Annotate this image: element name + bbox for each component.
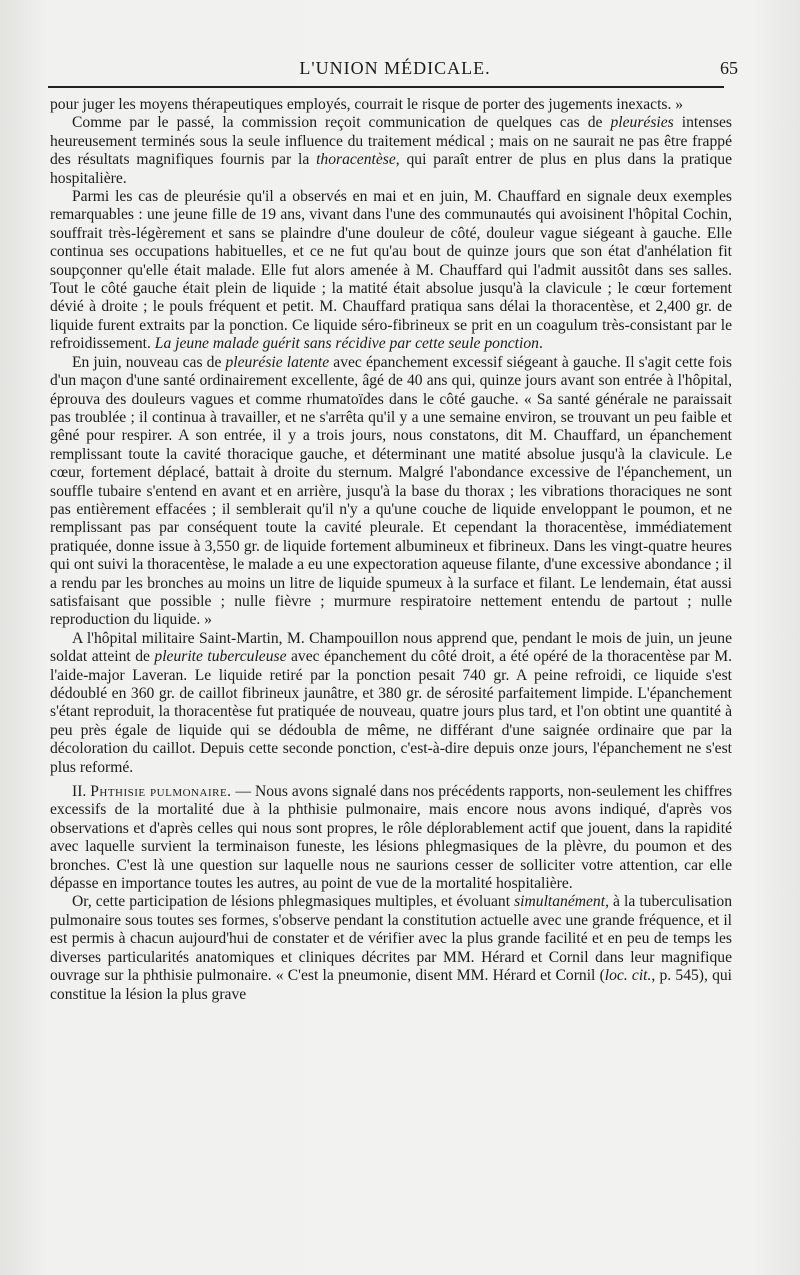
paragraph-text: , qui paraît entrer de plus en plus dans la pratique hospitalière. [50,151,732,187]
paragraph-7 [50,893,732,1003]
paragraph-text: avec épanchement du côté droit, a été opéré de la thoracentèse par M. l'aide-major Laveran. Le liquide retiré par la ponction pesait 740 gr. A peine refroidi, ce liquide s'est dédoublé en 360 gr. de caillot fibrineux jaunâtre, et 380 gr. de sérosité parfaitement limpide. L'épanchement s'étant reproduit, la thoracentèse fut pratiquée de nouveau, quatre jours plus tard, et l'on obtint une quantité à peu près égale de liquide qui se dédoubla de même, ne différant d'une saignée ordinaire que par la décoloration du caillot. Depuis cette seconde ponction, c'est-à-dire depuis onze jours, l'épanchement ne s'est plus reformé. [50,648,732,776]
header-rule [48,86,724,88]
paragraph-text: pour juger les moyens thérapeutiques employés, courrait le risque de porter des jugements inexacts. » [50,96,684,113]
paragraph-text: intenses heureusement terminés sous la seule influence du traitement médical ; mais on ne saurait ne pas être frappé des résultats magnifiques fournis par la [50,114,733,169]
paragraph-3 [50,188,732,354]
running-title: L'UNION MÉDICALE. [299,58,491,78]
body-text [50,96,732,1004]
paragraph-4 [50,354,732,630]
italic-term: pleurésie latente [225,353,330,371]
paragraph-5 [50,630,732,777]
paragraph-text: Comme par le passé, la commission reçoit communication de quelques cas de [72,114,611,132]
section-phthisie [50,783,732,893]
section-number: II. [72,783,91,801]
paragraph-text: — Nous avons signalé dans nos précédents rapports, non-seulement les chiffres excessifs de la mortalité due à la phthisie pulmonaire, mais encore nous avons indiqué, d'après vos observations et d'après celles qui nous sont propres, le rôle déplorablement actif que jouent, dans la rapidité avec laquelle survient la terminaison funeste, les lésions phlegmasiques de la plèvre, du poumon et des bronches. C'est là une question sur laquelle nous ne saurions cesser de solliciter votre attention, car elle dépasse en importance toutes les autres, au point de vue de la mortalité hospitalière. [50,783,733,893]
italic-term: simultanément [514,893,606,911]
paragraph-text: , à la tuberculisation pulmonaire sous toutes ses formes, s'observe pendant la constitution actuelle avec une grande fréquence, et il est permis à chacun aujourd'hui de constater et de vérifier avec la plus grande facilité et en peu de temps les diverses particularités anatomiques et cliniques décrites par MM. Hérard et Cornil dans leur magnifique ouvrage sur la phthisie pulmonaire. « C'est la pneumonie, disent MM. Hérard et Cornil ( [50,893,732,985]
italic-phrase: La jeune malade guérit sans récidive par cette seule ponction [154,335,539,353]
paragraph-1 [50,96,732,114]
paragraph-text: , p. 545), qui constitue la lésion la plus grave [50,967,733,1003]
italic-term: pleurite tuberculeuse [154,648,287,666]
italic-term: thoracentèse [316,151,396,169]
paragraph-2 [50,114,732,188]
paragraph-text: Or, cette participation de lésions phlegmasiques multiples, et évoluant [72,893,515,911]
italic-citation: loc. cit. [604,967,652,985]
section-title: Phthisie pulmonaire. [90,783,232,801]
italic-term: pleurésies [610,114,674,132]
paragraph-text: Parmi les cas de pleurésie qu'il a observés en mai et en juin, M. Chauffard en signale deux exemples remarquables : une jeune fille de 19 ans, vivant dans l'une des communautés qui avoisinent l'hôpital Cochin, souffrait très-légèrement et sans se plaindre d'une douleur de côté, douleur vague siégeant à gauche. Elle continua ses occupations habituelles, et ce ne fut qu'au bout de quinze jours que son état d'anhélation fit soupçonner qu'elle était malade. Elle fut alors amenée à M. Chauffard qui l'admit aussitôt dans ses salles. Tout le côté gauche était plein de liquide ; la matité était absolue jusqu'à la clavicule ; le cœur fortement dévié à droite ; le pouls fréquent et petit. M. Chauffard pratiqua sans délai la thoracentèse, et 2,400 gr. de liquide furent extraits par la ponction. Ce liquide séro-fibrineux se prit en un coagulum très-consistant par le refroidissement. [50,188,732,353]
page-header [50,58,740,84]
page-number: 65 [720,58,738,78]
paragraph-text: . [538,335,543,353]
paragraph-text: En juin, nouveau cas de [72,353,226,371]
paragraph-text: A l'hôpital militaire Saint-Martin, M. Champouillon nous apprend que, pendant le mois de juin, un jeune soldat atteint de [50,629,732,666]
paragraph-text: avec épanchement excessif siégeant à gauche. Il s'agit cette fois d'un maçon d'une santé ordinairement excellente, âgé de 40 ans qui, quinze jours avant son entrée à l'hôpital, éprouva des douleurs vagues et comme rhumatoïdes dans le côté gauche. « Sa santé générale ne paraissait pas troublée ; il continua à travailler, et ne s'arrêta qu'il y a une semaine environ, se trouvant un peu faible et gêné pour respirer. A son entrée, il y a trois jours, nous constatons, dit M. Chauffard, un épanchement remplissant toute la cavité thoracique gauche, et déterminant une matité absolue jusqu'à la clavicule. Le cœur, fortement déplacé, battait à droite du sternum. Malgré l'abondance excessive de l'épanchement, un souffle tubaire s'entend en avant et en arrière, jusqu'à la base du thorax ; les vibrations thoraciques ne sont pas entièrement effacées ; il semblerait qu'il n'y a qu'une couche de liquide enveloppant le poumon, et ne remplissant pas par conséquent toute la cavité pleurale. Et cependant la thoracentèse, immédiatement pratiquée, donne issue à 3,550 gr. de liquide fortement albumineux et fibrineux. Dans les vingt-quatre heures qui ont suivi la thoracentèse, le malade a eu une expectoration aqueuse filante, d'une excessive abondance ; il a rendu par les bronches au moins un litre de liquide spumeux à la surface et filant. Le lendemain, état aussi satisfaisant que possible ; nulle fièvre ; murmure respiratoire nettement entendu de partout ; nulle reproduction du liquide. » [50,353,732,629]
